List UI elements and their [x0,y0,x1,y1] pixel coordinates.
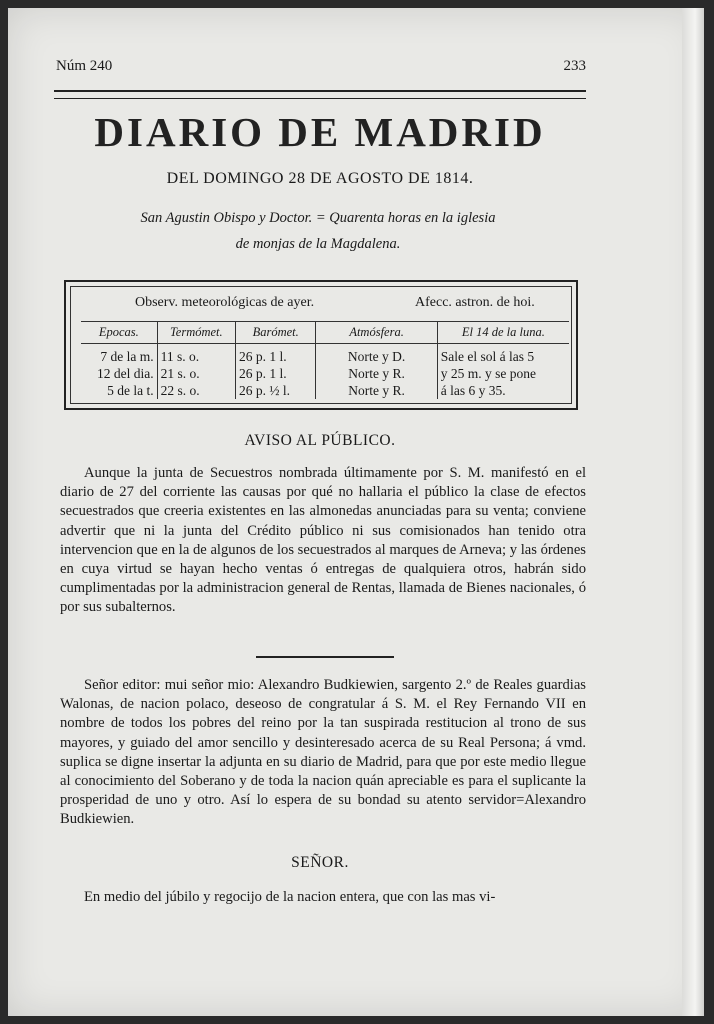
weather-header-row [81,322,569,344]
col-epocas: Epocas. [81,322,157,344]
weather-row [81,365,569,382]
dateline: DEL DOMINGO 28 DE AGOSTO DE 1814. [166,170,474,187]
masthead-rule [54,90,586,99]
cell-epoca: 7 de la m. [100,348,154,364]
weather-inner-frame [70,286,572,404]
page-edge [682,8,704,1016]
cell-baro: 26 p. 1 l. [236,365,316,382]
cell-termo: 11 s. o. [157,344,235,365]
issue-number: Núm 240 [56,58,113,74]
senor-title: SEÑOR. [291,854,349,871]
col-termometro: Termómet. [157,322,235,344]
letter-paragraph: Señor editor: mui señor mio: Alexandro Budkiewien, sargento 2.º de Reales guardias Walonas, de nacion polaco, deseoso de congratular á S. M. el Rey Fernando VII en nombre de todos los pobres del reino por la tan suspirada restitucion al trono de sus mayores, y guiado del amor sencillo y desinteresado acerca de su Real Persona; á vmd. suplica se digne insertar la adjunta en su diario de Madrid, para que por este medio llegue al conocimiento del Soberano y de toda la nacion quán apreciable es para el suplicante la prosperidad de uno y otro. Así lo espera de su bondad su atento servidor=Alexandro Budkiewien. [60,677,586,828]
col-atmosfera: Atmósfera. [316,322,437,344]
cell-luna: á las 6 y 35. [437,382,569,399]
col-barometro: Barómet. [236,322,316,344]
weather-heading-right: Afecc. astron. de hoi. [415,295,535,310]
cell-termo: 22 s. o. [157,382,235,399]
saint-of-day [68,205,568,257]
aviso-paragraph: Aunque la junta de Secuestros nombrada últimamente por S. M. manifestó en el diario de 27 del corriente las causas por qué no hallaria el público la clase de efectos secuestrados que creeria existentes en las almonedas anunciadas para su venta; conviene advertir que ni la junta del Crédito público ni sus comisionados han tenido otra intervencion que en la de algunos de los secuestrados al marques de Arneva; y las órdenes en cuya virtud se hayan hecho ventas ó entregas de qualquiera otros, habrán sido cumplimentadas por la administracion general de Rentas, llamada de Bienes nacionales, ó por sus subalternos. [60,465,586,616]
cell-baro: 26 p. 1 l. [236,344,316,365]
weather-box [64,280,578,410]
newspaper-title: DIARIO DE MADRID [94,109,546,155]
cell-luna: y 25 m. y se pone [437,365,569,382]
cell-baro: 26 p. ½ l. [236,382,316,399]
cell-atmos: Norte y D. [316,344,437,365]
cell-atmos: Norte y R. [316,382,437,399]
cell-termo: 21 s. o. [157,365,235,382]
cell-epoca: 12 del dia. [97,365,154,381]
weather-row [81,382,569,399]
weather-row [81,344,569,365]
weather-table [81,321,569,399]
cell-luna: Sale el sol á las 5 [437,344,569,365]
saint-line-2: de monjas de la Magdalena. [235,236,401,252]
section-divider [256,656,394,658]
senor-paragraph: En medio del júbilo y regocijo de la nacion entera, que con las mas vi- [84,889,496,905]
cell-epoca: 5 de la t. [107,382,154,398]
cell-atmos: Norte y R. [316,365,437,382]
masthead-header [56,58,586,75]
aviso-title: AVISO AL PÚBLICO. [244,432,396,449]
weather-heading-left: Observ. meteorológicas de ayer. [135,295,315,310]
page-number: 233 [563,58,586,74]
col-luna: El 14 de la luna. [437,322,569,344]
newspaper-page [8,8,704,1016]
saint-line-1: San Agustin Obispo y Doctor. = Quarenta horas en la iglesia [140,210,496,226]
